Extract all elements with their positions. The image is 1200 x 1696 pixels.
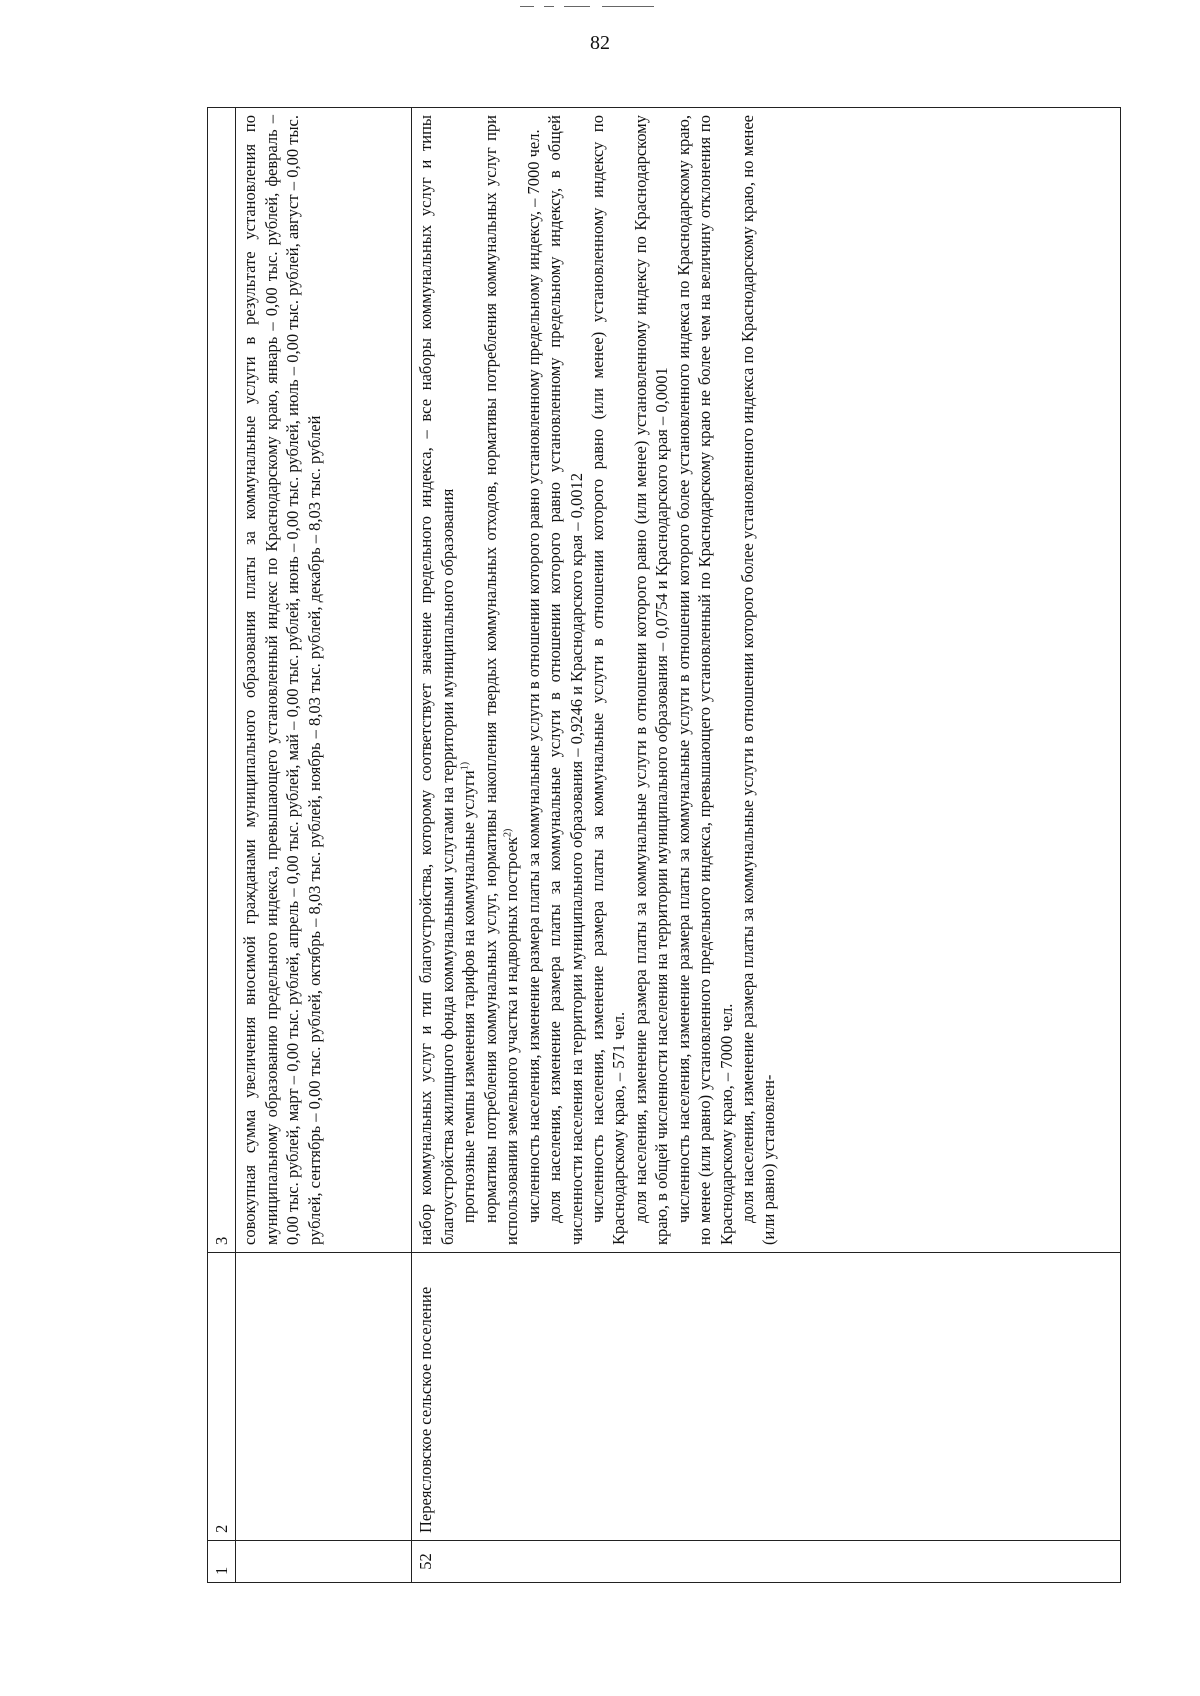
detail-paragraph-text: прогнозные темпы изменения тарифов на коммунальные услуги: [459, 770, 479, 1223]
detail-paragraph: [480, 115, 523, 1245]
detail-paragraph: [630, 115, 673, 1245]
header-col-1: 1: [208, 1541, 236, 1583]
detail-paragraph: [458, 115, 479, 1245]
detail-paragraph-text: нормативы потребления коммунальных услуг, нормативы накопления твердых коммунальных отходов, нормативы потребления коммунальных услуг при использовании земельного участка и надворных построек: [480, 115, 522, 1245]
table-header-row: [208, 108, 236, 1583]
detail-paragraph: [523, 115, 544, 1245]
row-52-details: [412, 108, 1121, 1253]
detail-paragraph: [415, 115, 458, 1245]
header-col-2: 2: [208, 1253, 236, 1541]
footnote-marker: 2): [502, 828, 514, 837]
table-row-continuation: [236, 108, 412, 1583]
detail-paragraph-text: численность населения, изменение размера платы за коммунальные услуги в отношении которого равно установленному предельному индексу, – 7000 чел.: [523, 129, 543, 1223]
scan-artifact-marks: [520, 6, 660, 8]
detail-paragraph-text: доля населения, изменение размера платы за коммунальные услуги в отношении которого более установленного индекса по Краснодарскому краю, но менее (или равно) установлен-: [738, 115, 779, 1245]
row-continuation-text: [236, 108, 412, 1253]
row-number: 52: [412, 1541, 1121, 1583]
detail-paragraph-text: численность населения, изменение размера платы за коммунальные услуги в отношении которого более установленного индекса по Краснодарскому краю, но менее (или равно) установленного предельного индекса, превышающего установленный по Краснодарскому краю не более чем на величину отклонения по Краснодарскому краю, – 7000 чел.: [673, 115, 736, 1245]
rotated-table-frame: [207, 108, 1121, 1583]
detail-paragraph-text: доля населения, изменение размера платы за коммунальные услуги в отношении которого равно (или менее) установленному индексу по Краснодарскому краю, в общей численности населения на территории муниципального образования – 0,0754 и Краснодарского края – 0,0001: [630, 115, 672, 1245]
continuation-paragraph: совокупная сумма увеличения вносимой гражданами муниципального образования платы за коммунальные услуги в результате установления по муниципальному образованию предельного индекса, превышающего установленный индекс по Краснодарскому краю, январь – 0,00 тыс. рублей, февраль – 0,00 тыс. рублей, март – 0,00 тыс. рублей, апрель – 0,00 тыс. рублей, май – 0,00 тыс. рублей, июнь – 0,00 тыс. рублей, июль – 0,00 тыс. рублей, август – 0,00 тыс. рублей, сентябрь – 0,00 тыс. рублей, октябрь – 8,03 тыс. рублей, ноябрь – 8,03 тыс. рублей, декабрь – 8,03 тыс. рублей: [240, 115, 324, 1245]
detail-paragraph: [737, 115, 780, 1245]
detail-paragraph: [587, 115, 630, 1245]
detail-paragraph-text: численность населения, изменение размера платы за коммунальные услуги в отношении которого равно (или менее) установленному индексу по Краснодарскому краю, – 571 чел.: [587, 115, 629, 1245]
table-row-52: [412, 108, 1121, 1583]
detail-paragraph: [673, 115, 737, 1245]
detail-paragraph-text: набор коммунальных услуг и тип благоустройства, которому соответствует значение предельного индекса, – все наборы коммунальных услуг и типы благоустройства жилищного фонда коммунальными услугами на территории муниципального образования: [416, 115, 457, 1245]
detail-paragraph-text: доля населения, изменение размера платы за коммунальные услуги в отношении которого равно установленному предельному индексу, в общей численности населения на территории муниципального образования – 0,9246 и Краснодарского края – 0,0012: [545, 115, 586, 1245]
detail-paragraph: [544, 115, 587, 1245]
data-table: [207, 107, 1121, 1583]
page-number: 82: [590, 32, 610, 54]
settlement-name: Переясловское сельское поселение: [412, 1253, 1121, 1541]
header-col-3: 3: [208, 108, 236, 1253]
footnote-marker: 1): [459, 761, 471, 771]
